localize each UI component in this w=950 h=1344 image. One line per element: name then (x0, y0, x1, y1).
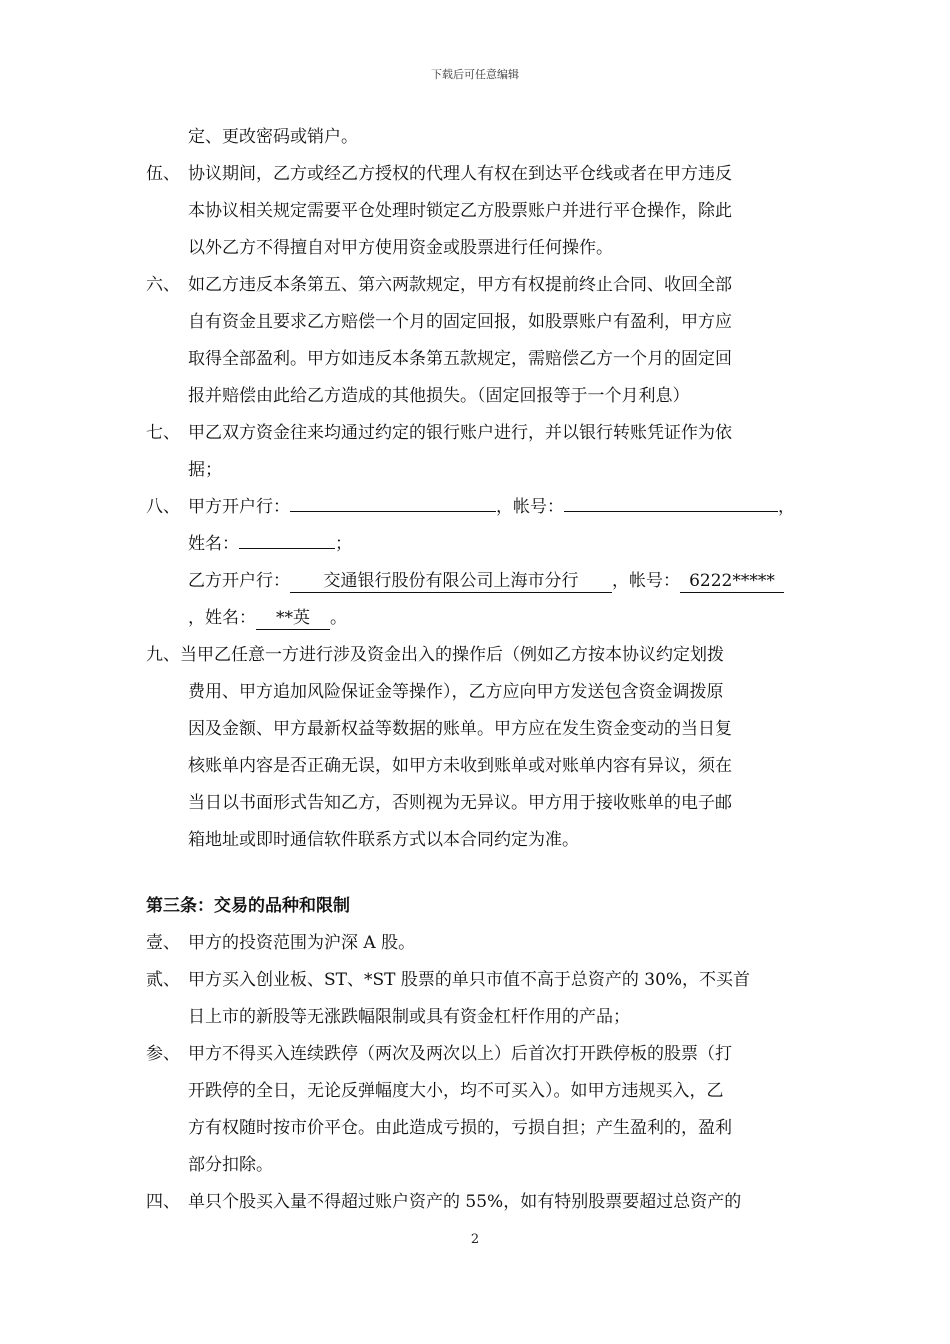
item-text: 甲方买入创业板、ST、*ST 股票的单只市值不高于总资产的 30%，不买首 (188, 970, 751, 990)
party-a-account-label: ，帐号： (496, 497, 564, 517)
text-line: 自有资金且要求乙方赔偿一个月的固定回报，如股票账户有盈利，甲方应 (188, 312, 732, 332)
document-body (146, 119, 812, 1221)
clause-marker: 六、 (146, 275, 180, 295)
party-b-bank-label: 乙方开户行： (188, 571, 290, 591)
clause-marker: 七、 (146, 423, 180, 443)
party-b-name-line (146, 600, 812, 637)
text-line: 开跌停的全日，无论反弹幅度大小，均不可买入）。如甲方违规买入，乙 (188, 1081, 724, 1101)
party-a-account-blank[interactable] (564, 489, 778, 512)
item-text: 甲方的投资范围为沪深 A 股。 (188, 933, 416, 953)
clause-text: 协议期间，乙方或经乙方授权的代理人有权在到达平仓线或者在甲方违反 (188, 164, 732, 184)
text-line: 以外乙方不得擅自对甲方使用资金或股票进行任何操作。 (188, 238, 613, 258)
page-header: 下载后可任意编辑 (431, 68, 519, 81)
text-line: 因及金额、甲方最新权益等数据的账单。甲方应在发生资金变动的当日复 (188, 719, 732, 739)
item-4-line (146, 1184, 812, 1221)
semicolon: ； (335, 534, 352, 554)
party-b-bank-value: 交通银行股份有限公司上海市分行 (290, 570, 612, 593)
clause-6-line (146, 267, 812, 304)
text-line: 据； (188, 460, 222, 480)
party-a-bank-blank[interactable] (290, 489, 496, 512)
item-marker: 贰、 (146, 970, 180, 990)
text-line: 核账单内容是否正确无误，如甲方未收到账单或对账单内容有异议，须在 (188, 756, 732, 776)
party-b-name-value: **英 (256, 607, 330, 630)
item-text: 单只个股买入量不得超过账户资产的 55%，如有特别股票要超过总资产的 (188, 1192, 742, 1212)
item-marker: 四、 (146, 1192, 180, 1212)
party-b-name-label: ，姓名： (188, 608, 256, 628)
text-line: 当日以书面形式告知乙方，否则视为无异议。甲方用于接收账单的电子邮 (188, 793, 732, 813)
clause-marker: 八、 (146, 497, 180, 517)
clause-text: 甲乙双方资金往来均通过约定的银行账户进行，并以银行转账凭证作为依 (188, 423, 732, 443)
spacer (146, 859, 812, 888)
clause-text: 如乙方违反本条第五、第六两款规定，甲方有权提前终止合同、收回全部 (188, 275, 732, 295)
party-a-name-line (146, 526, 812, 563)
item-2-line (146, 962, 812, 999)
clause-5-line (146, 156, 812, 193)
item-3-line (146, 1036, 812, 1073)
section-3-title: 第三条：交易的品种和限制 (146, 896, 350, 916)
clause-7-line (146, 415, 812, 452)
clause-8-party-a-bank (146, 489, 812, 526)
item-1-line (146, 925, 812, 962)
text-line: 取得全部盈利。甲方如违反本条第五款规定，需赔偿乙方一个月的固定回 (188, 349, 732, 369)
item-marker: 参、 (146, 1044, 180, 1064)
party-a-name-blank[interactable] (239, 526, 335, 549)
party-a-name-label: 姓名： (188, 534, 239, 554)
clause-marker: 伍、 (146, 164, 180, 184)
party-b-bank-line (146, 563, 812, 600)
text-line: 日上市的新股等无涨跌幅限制或具有资金杠杆作用的产品； (188, 1007, 630, 1027)
clause-9-line: 九、当甲乙任意一方进行涉及资金出入的操作后（例如乙方按本协议约定划拨 (146, 645, 724, 665)
party-a-bank-label: 甲方开户行： (188, 497, 290, 517)
text-line: 部分扣除。 (188, 1155, 273, 1175)
text-line: 方有权随时按市价平仓。由此造成亏损的，亏损自担；产生盈利的，盈利 (188, 1118, 732, 1138)
text-line: 箱地址或即时通信软件联系方式以本合同约定为准。 (188, 830, 579, 850)
party-b-account-label: ，帐号： (612, 571, 680, 591)
text-line: 本协议相关规定需要平仓处理时锁定乙方股票账户并进行平仓操作，除此 (188, 201, 732, 221)
text-line: 费用、甲方追加风险保证金等操作），乙方应向甲方发送包含资金调拨原 (188, 682, 724, 702)
item-text: 甲方不得买入连续跌停（两次及两次以上）后首次打开跌停板的股票（打 (188, 1044, 732, 1064)
text-line: 定、更改密码或销户。 (188, 127, 358, 147)
page-number: 2 (470, 1232, 480, 1247)
party-b-account-value: 6222***** (680, 570, 784, 593)
text-line: 报并赔偿由此给乙方造成的其他损失。（固定回报等于一个月利息） (188, 386, 690, 406)
comma: ， (778, 497, 795, 517)
period: 。 (330, 608, 347, 628)
item-marker: 壹、 (146, 933, 180, 953)
